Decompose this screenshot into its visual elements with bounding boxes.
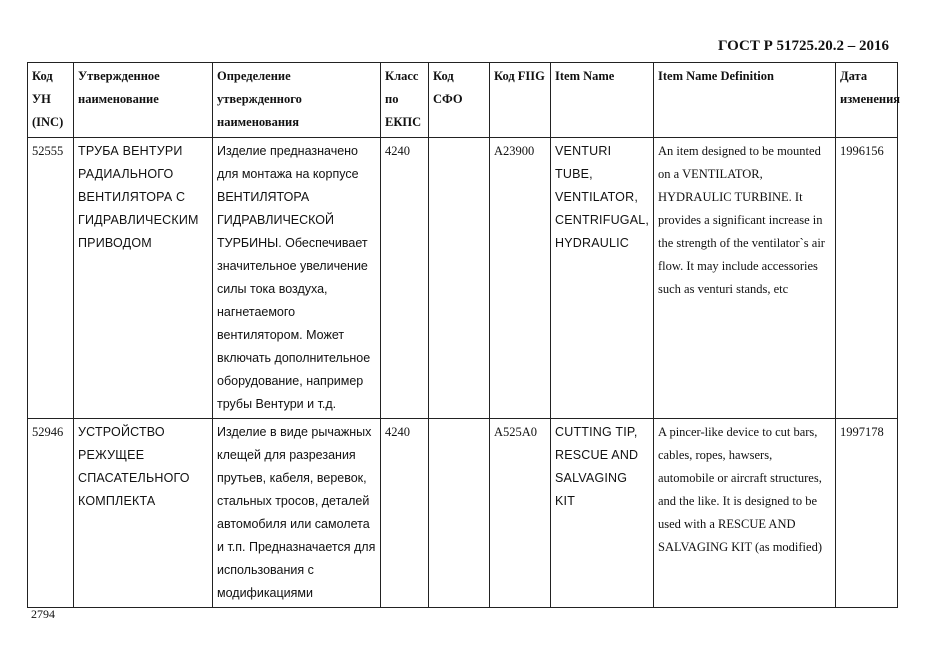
cell-definition: Изделие в виде рычажных клещей для разрезания прутьев, кабеля, веревок, стальных тросов, деталей автомобиля или самолета и т.п. Предназначается для использования с модификациями	[213, 419, 381, 608]
header-ekps-class: Класс по ЕКПС	[381, 63, 429, 138]
header-item-name-definition: Item Name Definition	[654, 63, 836, 138]
header-definition: Определение утвержденного наименования	[213, 63, 381, 138]
cell-ekps-class: 4240	[381, 138, 429, 419]
cell-inc: 52555	[28, 138, 74, 419]
cell-definition: Изделие предназначено для монтажа на корпусе ВЕНТИЛЯТОРА ГИДРАВЛИЧЕСКОЙ ТУРБИНЫ. Обеспечивает значительное увеличение силы тока воздуха, нагнетаемого вентилятором. Может включать дополнительное оборудование, например трубы Вентури и т.д.	[213, 138, 381, 419]
cell-ekps-class: 4240	[381, 419, 429, 608]
header-fiig-code: Код FIIG	[490, 63, 551, 138]
cell-item-name: CUTTING TIP, RESCUE AND SALVAGING KIT	[551, 419, 654, 608]
catalog-table	[27, 62, 901, 608]
cell-change-date: 1996156	[836, 138, 898, 419]
header-inc: Код УН (INC)	[28, 63, 74, 138]
cell-approved-name: ТРУБА ВЕНТУРИ РАДИАЛЬНОГО ВЕНТИЛЯТОРА С ГИДРАВЛИЧЕСКИМ ПРИВОДОМ	[74, 138, 213, 419]
header-approved-name: Утвержденное наименование	[74, 63, 213, 138]
page-number: 2794	[31, 607, 55, 621]
cell-inc: 52946	[28, 419, 74, 608]
cell-item-name-definition: An item designed to be mounted on a VENTILATOR, HYDRAULIC TURBINE. It provides a significant increase in the strength of the ventilator`s air flow. It may include accessories such as venturi stands, etc	[654, 138, 836, 419]
table-row	[28, 138, 898, 419]
standard-number: ГОСТ Р 51725.20.2 – 2016	[717, 38, 889, 54]
header-item-name: Item Name	[551, 63, 654, 138]
cell-fiig-code: A525A0	[490, 419, 551, 608]
cell-approved-name: УСТРОЙСТВО РЕЖУЩЕЕ СПАСАТЕЛЬНОГО КОМПЛЕКТА	[74, 419, 213, 608]
table-header-row	[28, 63, 898, 138]
cell-item-name: VENTURI TUBE, VENTILATOR, CENTRIFUGAL, HYDRAULIC	[551, 138, 654, 419]
cell-change-date: 1997178	[836, 419, 898, 608]
header-change-date: Дата изменения	[836, 63, 898, 138]
cell-item-name-definition: A pincer-like device to cut bars, cables, ropes, hawsers, automobile or aircraft structures, and the like. It is designed to be used with a RESCUE AND SALVAGING KIT (as modified)	[654, 419, 836, 608]
header-sfo-code: Код СФО	[429, 63, 490, 138]
cell-sfo-code	[429, 138, 490, 419]
cell-fiig-code: A23900	[490, 138, 551, 419]
cell-sfo-code	[429, 419, 490, 608]
table-row	[28, 419, 898, 608]
